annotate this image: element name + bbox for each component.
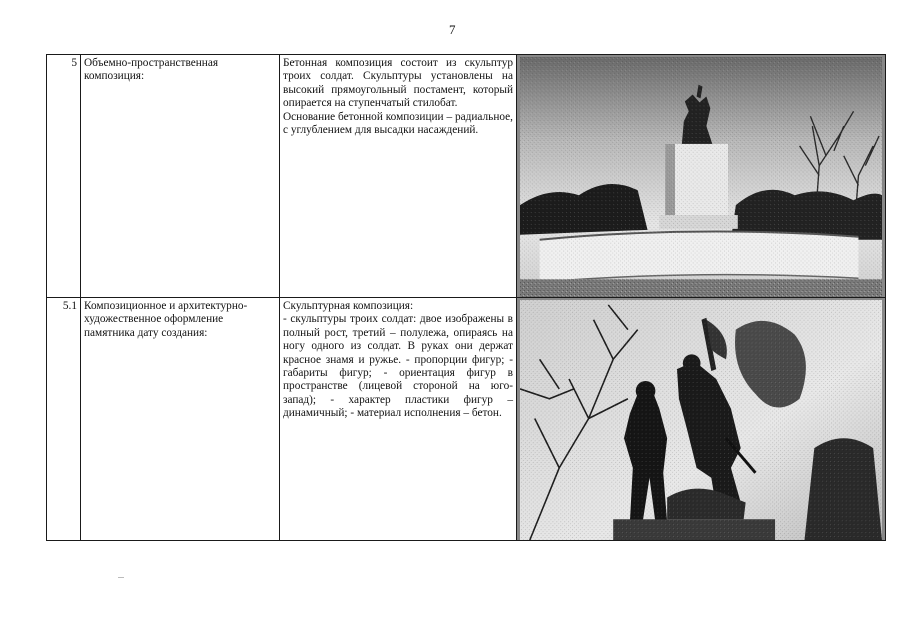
description-paragraph: Бетонная композиция состоит из скульптур троих солдат. Скульптуры установлены на высокий прямоугольный постамент, который опирается на ступенчатый стилобат. bbox=[283, 57, 513, 110]
row-description bbox=[280, 55, 517, 298]
row-title: Объемно-пространственная композиция: bbox=[81, 55, 280, 298]
page-number: 7 bbox=[449, 22, 456, 37]
monument-photo-image bbox=[520, 57, 882, 297]
scan-mark bbox=[118, 577, 124, 578]
row-number: 5 bbox=[47, 55, 81, 298]
monument-photo bbox=[517, 55, 886, 298]
description-paragraph: - скульптуры троих солдат: двое изображены в полный рост, третий – полулежа, опираясь на ногу одного из солдат. В руках они держат красное знамя и ружье. - пропорции фигур; - габариты фигур; - ориентация фигур в пространстве (лицевой стороной на юго-запад); - характер пластики фигур – динамичный; - материал исполнения – бетон. bbox=[283, 313, 513, 420]
description-paragraph: Скульптурная композиция: bbox=[283, 300, 414, 312]
document-table bbox=[46, 54, 886, 541]
description-paragraph: Основание бетонной композиции – радиальное, с углублением для высадки насаждений. bbox=[283, 110, 513, 137]
table-row bbox=[47, 55, 886, 298]
sculpture-photo bbox=[517, 298, 886, 541]
sculpture-photo-image bbox=[520, 300, 882, 540]
row-title: Композиционное и архитектурно-художественное оформление памятника дату создания: bbox=[81, 298, 280, 541]
row-number: 5.1 bbox=[47, 298, 81, 541]
table-row bbox=[47, 298, 886, 541]
row-description bbox=[280, 298, 517, 541]
